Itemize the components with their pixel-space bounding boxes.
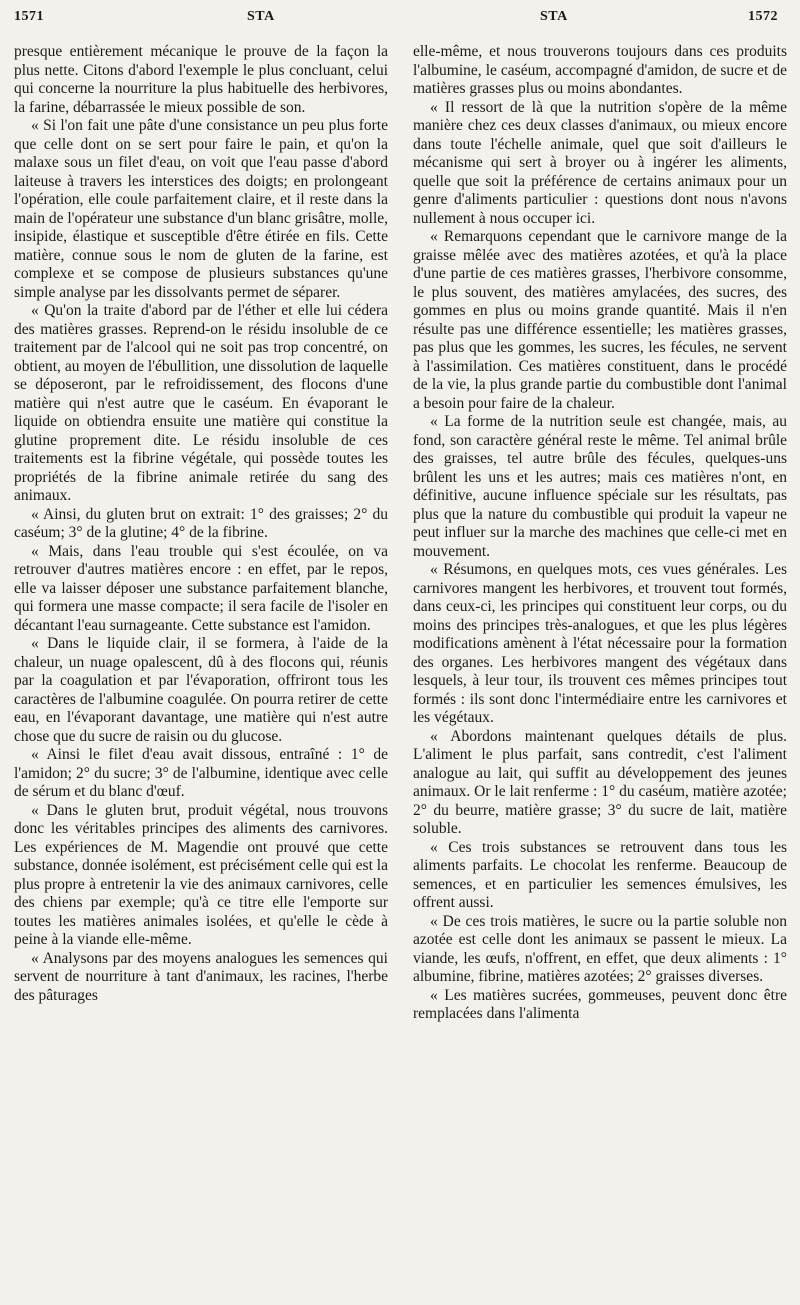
paragraph: presque entièrement mécanique le prouve de la façon la plus nette. Citons d'abord l'exemple le plus concluant, celui qui concerne la nourriture la plus habituelle des herbivores, la farine, débarrassée le mieux possible de son. bbox=[14, 43, 388, 116]
paragraph: elle-même, et nous trouverons toujours dans ces produits l'albumine, le caséum, accompagné d'amidon, de sucre et de matières grasses plus ou moins abondantes. bbox=[413, 43, 787, 97]
left-column bbox=[14, 43, 388, 1005]
paragraph: « Abordons maintenant quelques détails de plus. L'aliment le plus parfait, sans contredit, c'est l'aliment analogue au lait, qui suffit au développement des jeunes animaux. Or le lait renferme : 1° du caséum, matière azotée; 2° du beurre, matière grasse; 3° du sucre de lait, matière soluble. bbox=[413, 727, 787, 837]
paragraph: « Ainsi, du gluten brut on extrait: 1° des graisses; 2° du caséum; 3° de la glutine; 4° de la fibrine. bbox=[14, 505, 388, 541]
paragraph: « Résumons, en quelques mots, ces vues générales. Les carnivores mangent les herbivores, et trouvent tout formés, dans ceux-ci, les principes qui constituent leur corps, ou du moins des principes très-analogues, et que les plus légères modifications amènent à l'état nécessaire pour la formation des organes. Les herbivores mangent des végétaux dans lesquels, à leur tour, ils trouvent ces mêmes principes tout formés : ils sont donc l'intermédiaire entre les carnivores et les végétaux. bbox=[413, 561, 787, 726]
paragraph: « Mais, dans l'eau trouble qui s'est écoulée, on va retrouver d'autres matières encore : en effet, par le repos, elle va laisser déposer une substance parfaitement blanche, qui formera une masse compacte; il sera facile de l'isoler en décantant l'eau surnageante. Cette substance est l'amidon. bbox=[14, 542, 388, 634]
left-page-number: 1571 bbox=[14, 9, 44, 24]
paragraph: « Si l'on fait une pâte d'une consistance un peu plus forte que celle dont on se sert pour faire le pain, et qu'on la malaxe sous un filet d'eau, on voit que l'eau passe d'abord laiteuse à travers les interstices des doigts; en prolongeant l'opération, elle coule parfaitement claire, et il reste dans la main de l'opérateur une substance d'un blanc grisâtre, molle, insipide, élastique et susceptible d'être étirée en fils. Cette matière, connue sous le nom de gluten de la farine, est complexe et se compose de plusieurs substances qu'une simple analyse par les dissolvants permet de séparer. bbox=[14, 117, 389, 301]
left-running-title: STA bbox=[247, 9, 275, 24]
right-running-title: STA bbox=[540, 9, 568, 24]
paragraph: « Il ressort de là que la nutrition s'opère de la même manière chez ces deux classes d'animaux, ou mieux encore dans toute l'échelle animale, quel que soit d'ailleurs le mécanisme qui sert à broyer ou à ingérer les aliments, quelle que soit la préférence de certains animaux pour un genre d'aliments particulier : questions dont nous n'avons nullement à nous occuper ici. bbox=[413, 98, 787, 227]
paragraph: « De ces trois matières, le sucre ou la partie soluble non azotée est celle dont les animaux se passent le mieux. La viande, les œufs, n'offrent, en effet, que deux aliments : 1° albumine, fibrine, matières azotées; 2° graisses diverses. bbox=[413, 912, 787, 985]
paragraph: « Dans le gluten brut, produit végétal, nous trouvons donc les véritables principes des aliments des carnivores. Les expériences de M. Magendie ont prouvé que cette substance, donnée isolément, est précisément celle qui est la plus propre à entretenir la vie des animaux carnivores, celle des chiens par exemple; qu'à ce titre elle l'emporte sur toutes les matières animales isolées, et qu'elle le cède à peine à la viande elle-même. bbox=[14, 801, 388, 948]
paragraph: « Les matières sucrées, gommeuses, peuvent donc être remplacées dans l'alimenta bbox=[413, 986, 787, 1022]
paragraph: « Ces trois substances se retrouvent dans tous les aliments parfaits. Le chocolat les renferme. Beaucoup de semences, et en particulier les semences émulsives, les offrent aussi. bbox=[413, 838, 787, 911]
paragraph: « Qu'on la traite d'abord par de l'éther et elle lui cédera des matières grasses. Reprend-on le résidu insoluble de ce traitement par de l'alcool qui ne soit pas trop concentré, on obtient, au moyen de l'ébullition, une dissolution de laquelle se déposeront, par le refroidissement, des flocons d'une matière qui n'est autre que le caséum. En évaporant le liquide on obtiendra ensuite une matière qui constitue la glutine proprement dite. Le résidu insoluble de ces traitements est la fibrine végétale, qui possède toutes les propriétés de la fibrine animale retirée du sang des animaux. bbox=[14, 302, 388, 504]
paragraph: « Ainsi le filet d'eau avait dissous, entraîné : 1° de l'amidon; 2° du sucre; 3° de l'albumine, identique avec celle de sérum et du blanc d'œuf. bbox=[14, 746, 388, 800]
paragraph: « Remarquons cependant que le carnivore mange de la graisse mêlée avec des matières azotées, et qu'à la place d'une partie de ces matières grasses, l'herbivore consomme, le plus souvent, des matières amylacées, des sucres, des gommes en plus ou moins grande quantité. Mais il n'en résulte pas une différence essentielle; les matières grasses, pas plus que les gommes, les sucres, les fécules, ne servent à l'assimilation. Ces matières constituent, dans le procédé de la vie, la plus grande partie du combustible dont l'animal a besoin pour faire de la chaleur. bbox=[413, 228, 787, 412]
paragraph: « La forme de la nutrition seule est changée, mais, au fond, son caractère général reste le même. Tel animal brûle des graisses, tel autre brûle des fécules, quelques-uns brûlent les uns et les autres; mais ces matières n'ont, en définitive, aucune influence spéciale sur les résultats, pas plus que la nature du combustible qui produit la vapeur ne peut influer sur la marche des machines que celle-ci met en mouvement. bbox=[413, 413, 787, 560]
paragraph: « Dans le liquide clair, il se formera, à l'aide de la chaleur, un nuage opalescent, dû à des flocons qui, réunis par la coagulation et par l'évaporation, offriront tous les caractères de l'albumine coagulée. On pourra retirer de cette eau, en l'évaporant davantage, une matière qui n'est autre chose que du sucre de raisin ou du glucose. bbox=[14, 635, 388, 745]
running-header bbox=[0, 0, 800, 40]
right-column bbox=[413, 43, 787, 1024]
right-page-number: 1572 bbox=[748, 9, 778, 24]
paragraph: « Analysons par des moyens analogues les semences qui servent de nourriture à tant d'animaux, les racines, l'herbe des pâturages bbox=[14, 949, 388, 1004]
